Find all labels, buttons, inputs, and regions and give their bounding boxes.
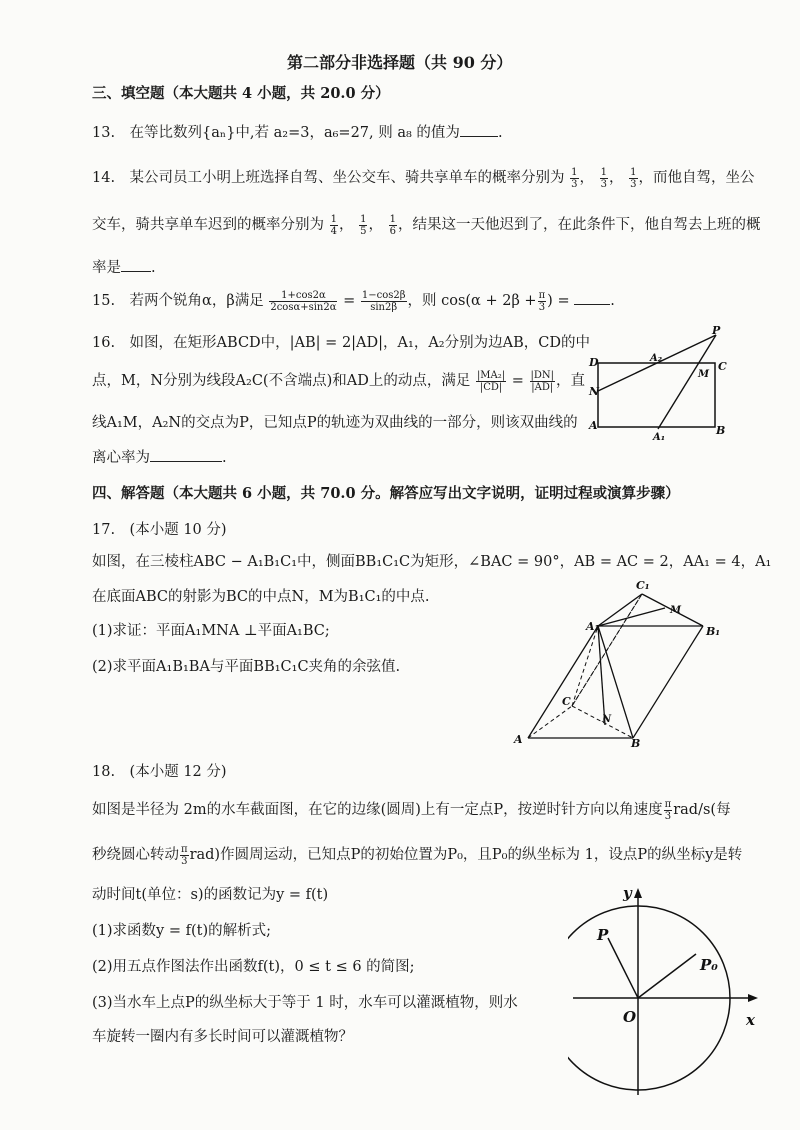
label-x: x xyxy=(746,1011,755,1029)
label-B: B xyxy=(631,737,641,750)
question-18-part-4: 车旋转一圈内有多长时间可以灌溉植物？ xyxy=(92,1029,353,1045)
question-16-line-2: 点，M，N分别为线段A₂C(不含端点)和AD上的动点，满足 $\frac{\text{|MA₂|}}{|CD|}$ = $\frac{|DN|}{|AD|}$ ，直 xyxy=(92,369,586,393)
label-M: M xyxy=(670,605,682,616)
question-17-line-1: 如图，在三棱柱ABC − A₁B₁C₁中，侧面BB₁C₁C为矩形，∠BAC = 90°，AB = AC = 2，AA₁ = 4，A₁ xyxy=(92,554,772,570)
question-18-part-1: (1)求函数y = f(t)的解析式; xyxy=(92,923,271,939)
label-B: B xyxy=(716,424,726,437)
label-B1: B₁ xyxy=(706,625,721,638)
label-N: N xyxy=(602,714,612,725)
question-17-part-2: (2)求平面A₁B₁BA与平面BB₁C₁C夹角的余弦值. xyxy=(92,659,401,675)
label-C: C xyxy=(562,695,571,708)
label-M: M xyxy=(698,369,710,380)
label-P: P xyxy=(712,325,721,337)
question-14-line-2: 交车，骑共享单车迟到的概率分别为 $\frac{1}{4}$ ， $\frac{1}{5}$ ， $\frac{1}{6}$ ，结果这一天他迟到了，在此条件下，他自驾去上班的概 xyxy=(92,213,761,237)
label-A2: A₂ xyxy=(650,353,663,364)
label-P0: P₀ xyxy=(700,956,718,974)
section-3-heading: 三、填空题（本大题共 4 小题，共 20.0 分） xyxy=(92,85,390,102)
question-16-line-1: 16. 如图，在矩形ABCD中，|AB| = 2|AD|，A₁，A₂分别为边AB，CD的中 xyxy=(92,335,590,351)
label-A: A xyxy=(589,419,598,432)
question-18-line-2: 秒绕圆心转动 $\frac{\pi}{3}$ rad)作圆周运动，已知点P的初始位置为P₀，且P₀的纵坐标为 1，设点P的纵坐标y是转 xyxy=(92,843,743,867)
question-13: 13. 在等比数列{aₙ}中,若 a₂=3，a₆=27, 则 a₈ 的值为 . xyxy=(92,125,503,141)
label-A1: A₁ xyxy=(653,432,666,443)
label-P: P xyxy=(597,926,609,944)
label-A1: A₁ xyxy=(586,620,600,633)
question-18-heading: 18. (本小题 12 分) xyxy=(92,764,227,780)
question-18-part-2: (2)用五点作图法作出函数f(t)，0 ≤ t ≤ 6 的简图; xyxy=(92,959,415,975)
label-N: N xyxy=(589,385,600,398)
question-18-line-1: 如图是半径为 2m的水车截面图，在它的边缘(圆周)上有一定点P，按逆时针方向以角速度 $\frac{\pi}{3}$ rad/s(每 xyxy=(92,798,731,822)
question-14-line-1: 14. 某公司员工小明上班选择自驾、坐公交车、骑共享单车的概率分别为 $\frac{1}{3}$ ， $\frac{1}{3}$ ， $\frac{1}{3}$ ，而他自驾，坐公 xyxy=(92,166,755,190)
figure-17-prism xyxy=(510,575,735,755)
label-y: y xyxy=(623,884,632,902)
question-17-line-2: 在底面ABC的射影为BC的中点N，M为B₁C₁的中点. xyxy=(92,589,430,605)
figure-18-water-wheel xyxy=(568,880,768,1100)
label-A: A xyxy=(514,733,523,746)
label-C1: C₁ xyxy=(636,579,650,592)
label-O: O xyxy=(623,1008,637,1026)
question-16-line-3: 线A₁M，A₂N的交点为P，已知点P的轨迹为双曲线的一部分，则该双曲线的 xyxy=(92,415,578,431)
question-17-heading: 17. (本小题 10 分) xyxy=(92,522,227,538)
page-title: 第二部分非选择题（共 90 分） xyxy=(287,53,513,72)
label-C: C xyxy=(718,360,727,373)
section-4-heading: 四、解答题（本大题共 6 小题，共 70.0 分。解答应写出文字说明，证明过程或演算步骤） xyxy=(92,485,680,502)
question-18-part-3: (3)当水车上点P的纵坐标大于等于 1 时，水车可以灌溉植物，则水 xyxy=(92,995,518,1011)
question-14-line-3: 率是 . xyxy=(92,260,156,276)
figure-16-rectangle xyxy=(588,325,738,445)
question-16-line-4: 离心率为 . xyxy=(92,450,227,466)
label-D: D xyxy=(589,356,599,369)
question-15: 15. 若两个锐角α，β满足 $\frac{1+\cos 2\alpha}{2\cos\alpha+\sin 2\alpha}$ = $\frac{1-\cos 2\beta}{\sin 2\beta}$ ，则 cos(α + 2β + $\frac{\pi}{3}$ ) = . xyxy=(92,289,615,313)
question-18-line-3: 动时间t(单位：s)的函数记为y = f(t) xyxy=(92,887,329,903)
question-17-part-1: (1)求证：平面A₁MNA ⊥平面A₁BC; xyxy=(92,623,330,639)
